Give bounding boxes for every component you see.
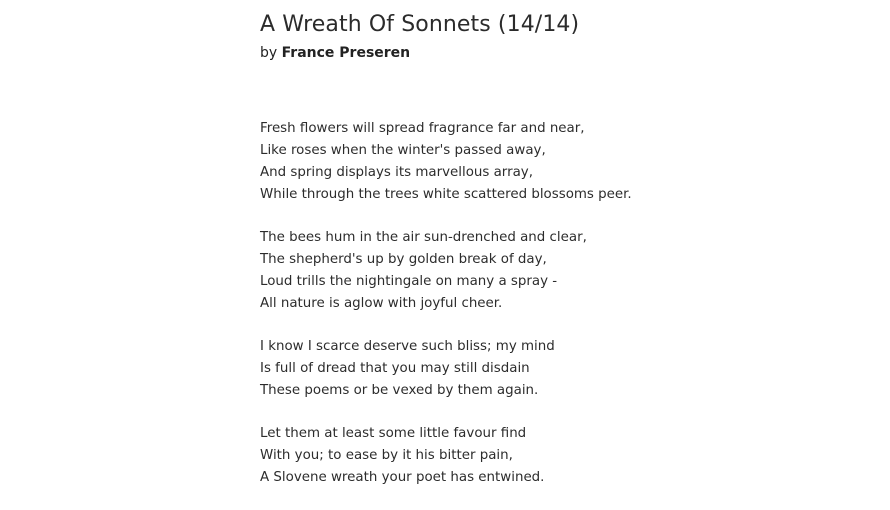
poem-line: Is full of dread that you may still disdain — [260, 361, 530, 376]
stanza-4 — [260, 423, 860, 489]
byline-prefix: by — [260, 45, 278, 61]
poem-line: All nature is aglow with joyful cheer. — [260, 296, 503, 311]
poem-line: With you; to ease by it his bitter pain, — [260, 448, 513, 463]
poem-line: The bees hum in the air sun-drenched and clear, — [260, 230, 587, 245]
poem-line: Fresh flowers will spread fragrance far and near, — [260, 121, 585, 136]
poem-line: Let them at least some little favour find — [260, 426, 527, 441]
poem-line: I know I scarce deserve such bliss; my mind — [260, 339, 555, 354]
poem-line: A Slovene wreath your poet has entwined. — [260, 470, 545, 485]
poem-body — [260, 118, 860, 489]
poem-line: Like roses when the winter's passed away, — [260, 143, 546, 158]
stanza-1 — [260, 118, 860, 206]
poem-line: Loud trills the nightingale on many a spray - — [260, 274, 558, 289]
stanza-3 — [260, 336, 860, 402]
author-name: France Preseren — [281, 45, 411, 61]
poem-line: While through the trees white scattered blossoms peer. — [260, 187, 632, 202]
poem-page — [260, 8, 860, 510]
poem-line: The shepherd's up by golden break of day, — [260, 252, 547, 267]
poem-title: A Wreath Of Sonnets (14/14) — [260, 12, 580, 37]
poem-line: These poems or be vexed by them again. — [260, 383, 539, 398]
stanza-2 — [260, 227, 860, 315]
byline — [260, 42, 860, 64]
poem-line: And spring displays its marvellous array, — [260, 165, 533, 180]
